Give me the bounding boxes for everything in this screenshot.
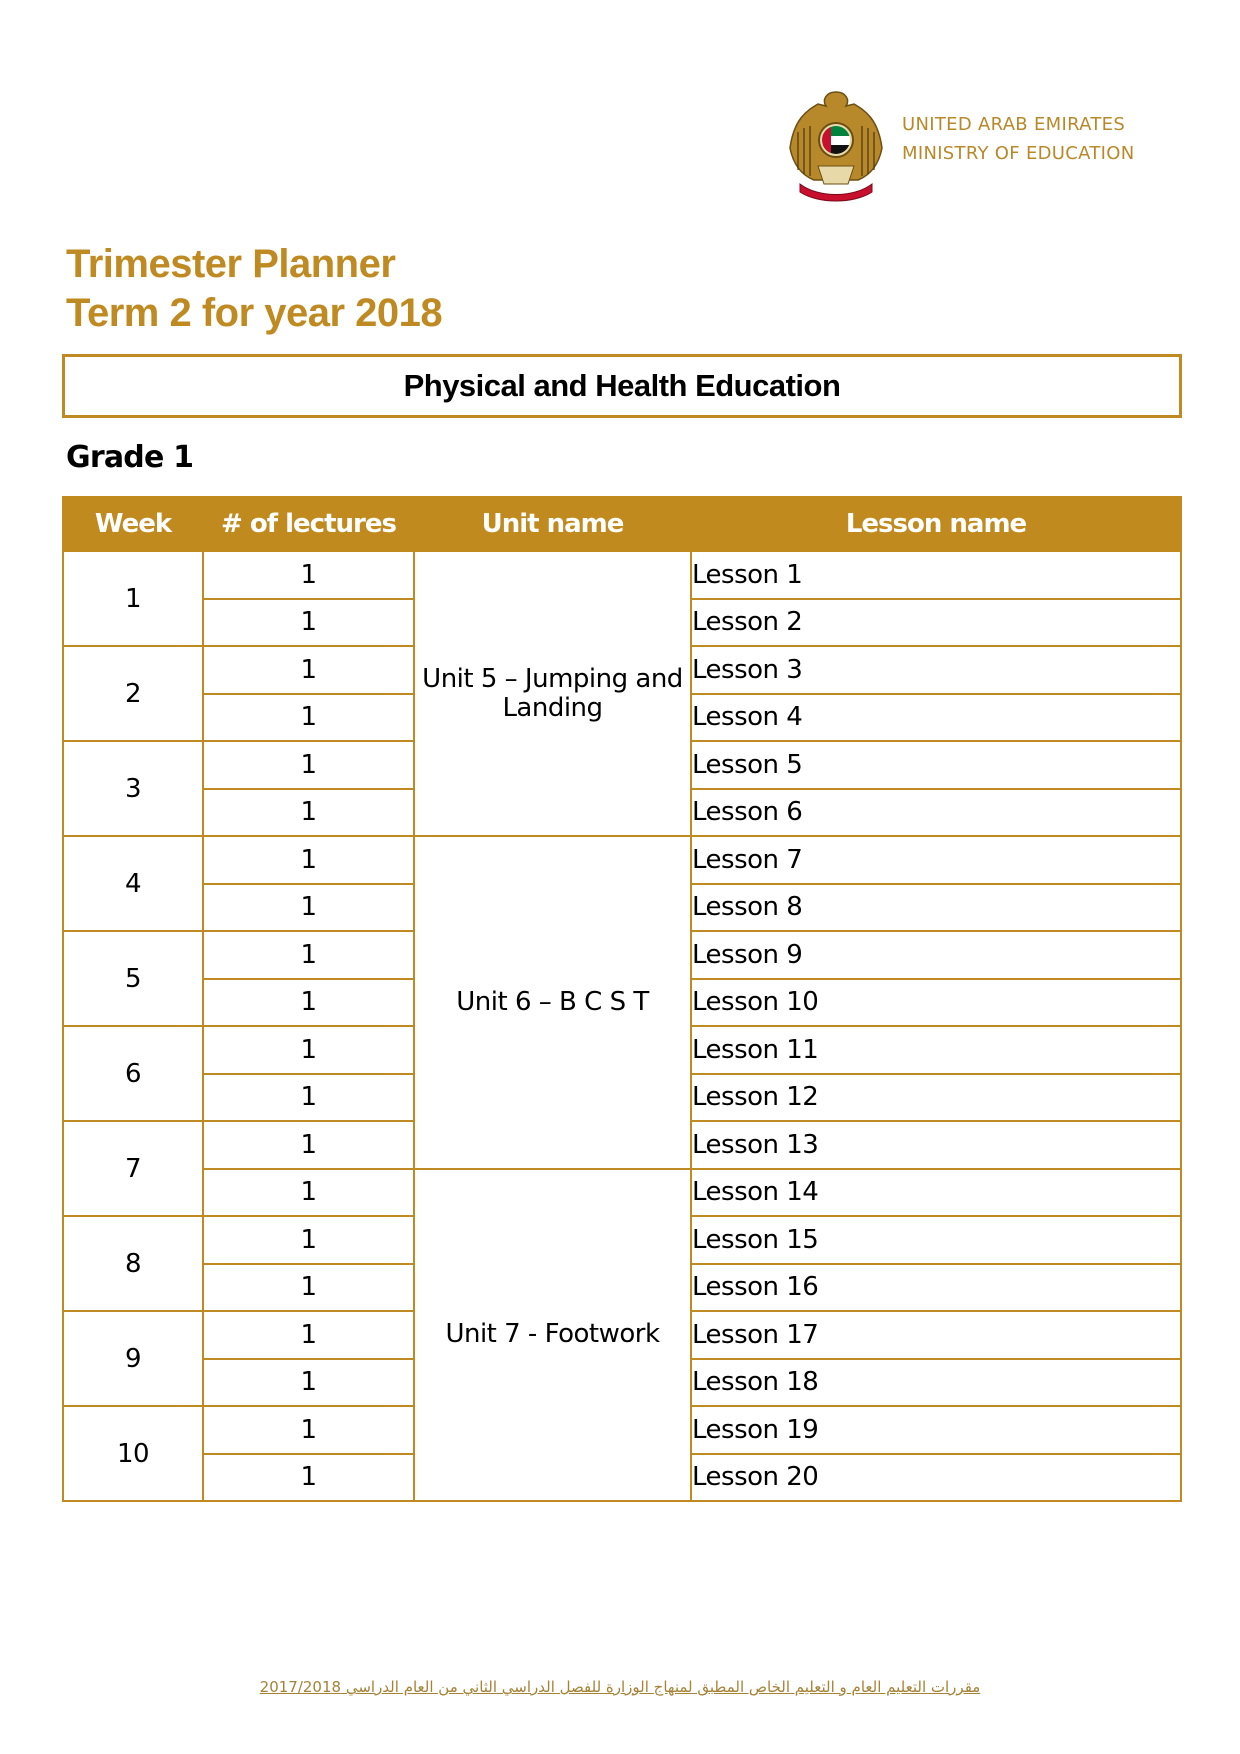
lesson-cell: Lesson 3: [691, 646, 1181, 694]
week-cell: 4: [63, 836, 203, 931]
lectures-cell: 1: [203, 1169, 414, 1217]
lesson-cell: Lesson 10: [691, 979, 1181, 1027]
lesson-cell: Lesson 15: [691, 1216, 1181, 1264]
week-cell: 5: [63, 931, 203, 1026]
week-cell: 9: [63, 1311, 203, 1406]
lectures-cell: 1: [203, 646, 414, 694]
unit-cell: Unit 7 - Footwork: [414, 1169, 691, 1502]
table-row: [63, 551, 1181, 599]
week-cell: 6: [63, 1026, 203, 1121]
table-header-row: [63, 497, 1181, 551]
table-row: [63, 1169, 1181, 1217]
lesson-cell: Lesson 7: [691, 836, 1181, 884]
lectures-cell: 1: [203, 836, 414, 884]
lectures-cell: 1: [203, 694, 414, 742]
lesson-cell: Lesson 17: [691, 1311, 1181, 1359]
lectures-cell: 1: [203, 1454, 414, 1502]
page-title: [66, 240, 442, 338]
lectures-cell: 1: [203, 551, 414, 599]
lectures-cell: 1: [203, 1264, 414, 1312]
uae-emblem-icon: [788, 88, 884, 204]
lesson-cell: Lesson 11: [691, 1026, 1181, 1074]
header-unit: Unit name: [414, 497, 691, 551]
subject-title: Physical and Health Education: [403, 368, 841, 403]
footer-note: مقررات التعليم العام و التعليم الخاص المطبق لمنهاج الوزارة للفصل الدراسي الثاني من العام الدراسي 2017/2018: [259, 1678, 981, 1696]
lesson-cell: Lesson 14: [691, 1169, 1181, 1217]
lesson-cell: Lesson 5: [691, 741, 1181, 789]
lesson-cell: Lesson 12: [691, 1074, 1181, 1122]
lectures-cell: 1: [203, 1121, 414, 1169]
planner-table: [62, 496, 1182, 1502]
lesson-cell: Lesson 1: [691, 551, 1181, 599]
week-cell: 3: [63, 741, 203, 836]
unit-cell: Unit 6 – B C S T: [414, 836, 691, 1169]
lesson-cell: Lesson 18: [691, 1359, 1181, 1407]
org-line-2: MINISTRY OF EDUCATION: [902, 143, 1135, 164]
week-cell: 10: [63, 1406, 203, 1501]
org-line-1: UNITED ARAB EMIRATES: [902, 114, 1126, 135]
lectures-cell: 1: [203, 884, 414, 932]
week-cell: 2: [63, 646, 203, 741]
lectures-cell: 1: [203, 789, 414, 837]
table-row: [63, 836, 1181, 884]
lesson-cell: Lesson 20: [691, 1454, 1181, 1502]
lectures-cell: 1: [203, 1311, 414, 1359]
lectures-cell: 1: [203, 979, 414, 1027]
lectures-cell: 1: [203, 599, 414, 647]
lesson-cell: Lesson 6: [691, 789, 1181, 837]
lesson-cell: Lesson 13: [691, 1121, 1181, 1169]
lesson-cell: Lesson 16: [691, 1264, 1181, 1312]
unit-cell: Unit 5 – Jumping and Landing: [414, 551, 691, 836]
week-cell: 1: [63, 551, 203, 646]
lesson-cell: Lesson 9: [691, 931, 1181, 979]
lectures-cell: 1: [203, 1216, 414, 1264]
header-lesson: Lesson name: [691, 497, 1181, 551]
lectures-cell: 1: [203, 1074, 414, 1122]
lesson-cell: Lesson 2: [691, 599, 1181, 647]
header-week: Week: [63, 497, 203, 551]
lectures-cell: 1: [203, 1359, 414, 1407]
lectures-cell: 1: [203, 1026, 414, 1074]
ministry-name: [902, 110, 1134, 168]
title-line-2: Term 2 for year 2018: [66, 291, 443, 335]
lectures-cell: 1: [203, 931, 414, 979]
title-line-1: Trimester Planner: [66, 242, 396, 286]
header-lectures: # of lectures: [203, 497, 414, 551]
lesson-cell: Lesson 8: [691, 884, 1181, 932]
lectures-cell: 1: [203, 741, 414, 789]
week-cell: 7: [63, 1121, 203, 1216]
grade-heading: Grade 1: [66, 440, 194, 475]
subject-box: [62, 354, 1182, 418]
lesson-cell: Lesson 4: [691, 694, 1181, 742]
lectures-cell: 1: [203, 1406, 414, 1454]
week-cell: 8: [63, 1216, 203, 1311]
lesson-cell: Lesson 19: [691, 1406, 1181, 1454]
